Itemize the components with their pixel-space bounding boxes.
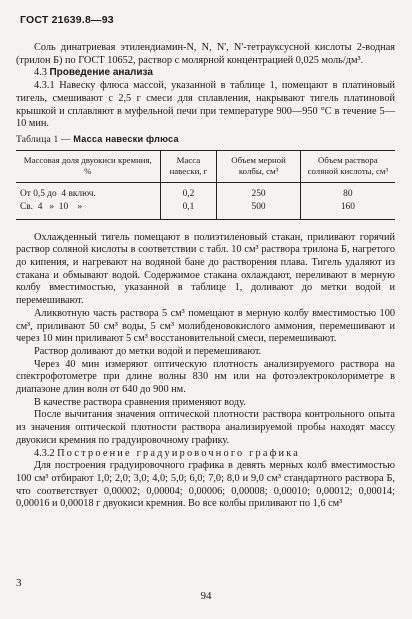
procedure-paragraph-6: В качестве раствора сравнения применяют воду.	[34, 396, 246, 408]
procedure-paragraph-2: Охлажденный тигель помещают в полиэтиленовый стакан, приливают горячий раствор соляной кислоты в соответствии с табл. 10 см³ раствора трилона Б, нагретого до кипения, и нагревают на водяной бане до растворения плава. Тигель удаляют из стакана и обмывают водой. Содержимое стакана охлаждают, переливают в мерную колбу вместимостью, указанной в таблице 1, доливают до метки водой и перемешивают.	[16, 231, 395, 307]
procedure-paragraph-7: После вычитания значения оптической плотности раствора контрольного опыта из значения оптической плотности раствора анализируемой пробы находят массу двуокиси кремния по градуировочному графику.	[16, 409, 395, 446]
column-header-sample-mass: Масса навески, г	[160, 150, 217, 182]
procedure-paragraph-3: Аликвотную часть раствора 5 см³ помещают в мерную колбу вместимостью 100 см³, приливают 50 см³ воды, 5 см³ молибденовокислого аммония, перемешивают и через 10 мин приливают 5 см³ восстановительной смеси, перемешивают.	[16, 307, 395, 345]
subsection-heading	[16, 448, 395, 461]
table-caption	[16, 133, 395, 147]
column-header-silica-fraction: Массовая доля двуокиси кремния, %	[16, 150, 160, 182]
subsection-title: Построение градуировочного графика	[57, 447, 301, 459]
table-caption-title: Масса навески флюса	[73, 133, 179, 144]
footer-mark: 3	[16, 577, 22, 589]
standard-code: ГОСТ 21639.8—93	[20, 14, 114, 26]
table-row	[16, 201, 395, 220]
table-header-row	[16, 150, 395, 182]
table-cell: 160	[300, 201, 395, 220]
section-heading	[16, 67, 395, 80]
table-cell: 500	[217, 201, 300, 220]
sample-mass-table	[16, 150, 395, 220]
reagent-paragraph: Соль динатриевая этилендиамин-N, N, N', N'-тетрауксусной кислоты 2-водная (трилон Б) по ГОСТ 10652, раствор с молярной концентрацией 0,025 моль/дм³.	[16, 42, 395, 66]
column-header-acid-volume: Объем раствора соляной кислоты, см³	[300, 150, 395, 182]
table-cell: 80	[300, 182, 395, 201]
table-caption-prefix: Таблица 1 —	[16, 134, 71, 145]
table-cell: 250	[217, 182, 300, 201]
calibration-paragraph: Для построения градуировочного графика в девять мерных колб вместимостью 100 см³ отбирают 1,0; 2,0; 3,0; 4,0; 5,0; 6,0; 7,0; 8,0 и 9,0 см³ стандартного раствора Б, что соответствует 0,00002; 0,00004; 0,00006; 0,00008; 0,00010; 0,00012; 0,00014; 0,00016 и 0,00018 г двуокиси кремния. Во все колбы приливают по 1,6 см³	[16, 460, 395, 510]
document-body	[16, 42, 395, 511]
page-number: 94	[200, 590, 212, 602]
table-row	[16, 182, 395, 201]
column-header-flask-volume: Объем мерной колбы, см³	[217, 150, 300, 182]
table-cell: 0,1	[160, 201, 217, 220]
table-cell: 0,2	[160, 182, 217, 201]
procedure-paragraph-4: Раствор доливают до метки водой и перемешивают.	[34, 345, 262, 357]
subsection-number: 4.3.2	[34, 447, 55, 459]
section-number: 4.3	[34, 67, 47, 79]
table-cell: Св. 4 » 10 »	[16, 201, 160, 220]
section-title: Проведение анализа	[49, 67, 153, 79]
table-cell: От 0,5 до 4 включ.	[20, 188, 96, 199]
procedure-paragraph-5: Через 40 мин измеряют оптическую плотность анализируемого раствора на спектрофотометре при длине волны 830 нм или на фотоэлектроколориметре в диапазоне длин волн от 640 до 900 нм.	[16, 358, 395, 396]
procedure-paragraph-1: 4.3.1 Навеску флюса массой, указанной в таблице 1, помещают в платиновый тигель, смешивают с 2,5 г смеси для сплавления, накрывают тигель платиновой крышкой и сплавляют в муфельной печи при температуре 900—950 °С в течение 5—10 мин.	[16, 80, 395, 130]
spacer	[16, 220, 395, 232]
